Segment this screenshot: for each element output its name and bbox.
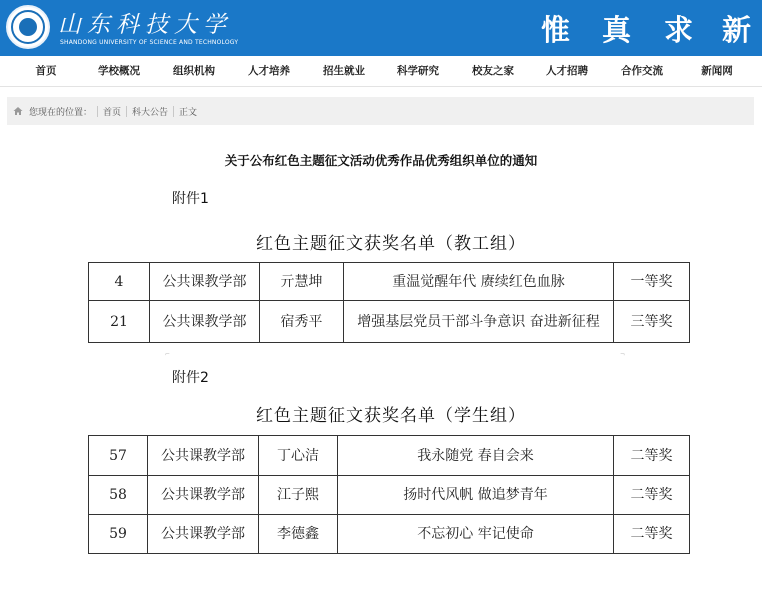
- seal-ring: [11, 10, 45, 44]
- cell-award: 二等奖: [614, 515, 690, 554]
- motto-char-3: 求: [664, 13, 694, 47]
- table-row: [89, 515, 690, 554]
- cell-work: 扬时代风帆 做追梦青年: [338, 476, 614, 515]
- student-awards-table: [88, 435, 690, 554]
- university-seal-icon[interactable]: [6, 5, 50, 49]
- logo-english-name: SHANDONG UNIVERSITY OF SCIENCE AND TECHNOLOGY: [60, 39, 239, 46]
- table-row: [89, 436, 690, 476]
- breadcrumb-divider: [126, 106, 127, 117]
- breadcrumb-current: 正文: [179, 107, 198, 118]
- site-header: [0, 0, 762, 56]
- motto-char-2: 真: [602, 13, 632, 47]
- nav-admissions[interactable]: 招生就业: [323, 65, 365, 77]
- attachment-1-label: 附件1: [172, 191, 209, 207]
- table-row: [89, 476, 690, 515]
- cell-name: 宿秀平: [260, 301, 344, 343]
- cell-award: 二等奖: [614, 436, 690, 476]
- nav-alumni[interactable]: 校友之家: [472, 65, 514, 77]
- cell-unit: 公共课教学部: [148, 515, 259, 554]
- cell-unit: 公共课教学部: [150, 263, 260, 301]
- cell-award: 三等奖: [614, 301, 690, 343]
- breadcrumb-divider: [173, 106, 174, 117]
- cell-name: 亓慧坤: [260, 263, 344, 301]
- table-corner-mark: ⌐: [165, 351, 171, 358]
- cell-no: 21: [89, 301, 150, 343]
- cell-unit: 公共课教学部: [148, 436, 259, 476]
- article-title: 关于公布红色主题征文活动优秀作品优秀组织单位的通知: [224, 153, 538, 168]
- seal-core: [19, 18, 37, 36]
- breadcrumb-prefix: 您现在的位置：: [29, 107, 93, 118]
- cell-work: 重温觉醒年代 赓续红色血脉: [344, 263, 614, 301]
- cell-no: 4: [89, 263, 150, 301]
- cell-no: 59: [89, 515, 148, 554]
- cell-unit: 公共课教学部: [150, 301, 260, 343]
- cell-work: 我永随党 春自会来: [338, 436, 614, 476]
- logo-name[interactable]: 山东科技大学: [58, 12, 232, 38]
- attachment-2-label: 附件2: [172, 370, 209, 386]
- cell-name: 江子熙: [259, 476, 338, 515]
- cell-work: 增强基层党员干部斗争意识 奋进新征程: [344, 301, 614, 343]
- cell-name: 丁心洁: [259, 436, 338, 476]
- breadcrumb-announcements[interactable]: 科大公告: [132, 107, 169, 118]
- motto-char-4: 新: [722, 13, 752, 47]
- nav-organization[interactable]: 组织机构: [173, 65, 215, 77]
- main-nav: [0, 56, 762, 87]
- breadcrumb-home[interactable]: 首页: [103, 107, 122, 118]
- table-2-title: 红色主题征文获奖名单（学生组）: [256, 406, 526, 426]
- nav-news[interactable]: 新闻网: [701, 65, 733, 77]
- cell-award: 一等奖: [614, 263, 690, 301]
- cell-award: 二等奖: [614, 476, 690, 515]
- cell-no: 58: [89, 476, 148, 515]
- table-row: [89, 301, 690, 343]
- staff-awards-table: [88, 262, 690, 343]
- cell-work: 不忘初心 牢记使命: [338, 515, 614, 554]
- nav-about[interactable]: 学校概况: [98, 65, 140, 77]
- cell-unit: 公共课教学部: [148, 476, 259, 515]
- nav-education[interactable]: 人才培养: [248, 65, 290, 77]
- cell-no: 57: [89, 436, 148, 476]
- cell-name: 李德鑫: [259, 515, 338, 554]
- nav-cooperation[interactable]: 合作交流: [621, 65, 663, 77]
- home-icon: [13, 106, 23, 116]
- nav-home[interactable]: 首页: [35, 65, 57, 77]
- table-row: [89, 263, 690, 301]
- motto-char-1: 惟: [541, 13, 571, 47]
- breadcrumb-divider: [97, 106, 98, 117]
- nav-research[interactable]: 科学研究: [397, 65, 439, 77]
- nav-recruitment[interactable]: 人才招聘: [546, 65, 588, 77]
- table-1-title: 红色主题征文获奖名单（教工组）: [256, 234, 526, 254]
- breadcrumb: [7, 97, 754, 125]
- table-corner-mark: ¬: [620, 351, 626, 358]
